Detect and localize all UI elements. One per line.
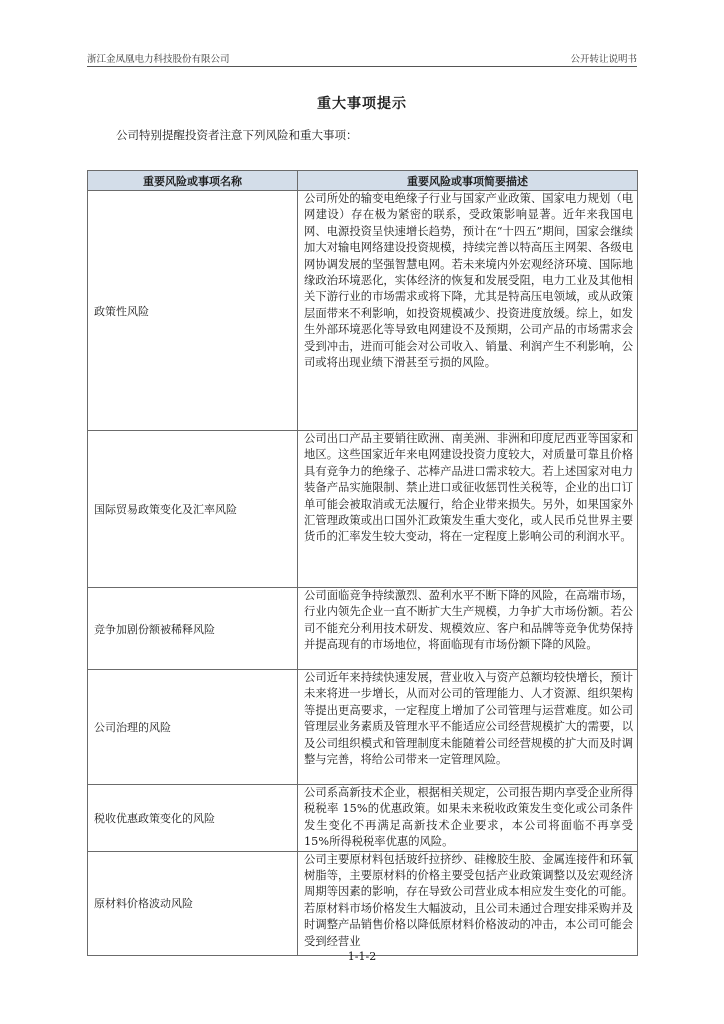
risk-description: 公司所处的输变电绝缘子行业与国家产业政策、国家电力规划（电网建设）存在极为紧密的联系，受政策影响显著。近年来我国电网、电源投资呈快速增长趋势，预计在“十四五”期间，国家会继续加大对输电网络建设投资规模，持续完善以特高压主网架、各级电网协调发展的坚强智慧电网。若未来境内外宏观经济环境、国际地缘政治环境恶化，实体经济的恢复和发展受阻，电力工业及其他相关下游行业的市场需求或将下降，尤其是特高压电领域，或从政策层面带来不利影响，如投资规模减少、投资进度放缓。综上，如发生外部环境恶化等导致电网建设不及预期，公司产品的市场需求会受到冲击，进而可能会对公司收入、销量、利润产生不利影响，公司或将出现业绩下滑甚至亏损的风险。 xyxy=(298,191,638,431)
table-row xyxy=(88,670,638,785)
table-row xyxy=(88,191,638,431)
table-header-row xyxy=(88,171,638,191)
risk-description: 公司出口产品主要销往欧洲、南美洲、非洲和印度尼西亚等国家和地区。这些国家近年来电网建设投资力度较大，对质量可靠且价格具有竞争力的绝缘子、芯棒产品进口需求较大。若上述国家对电力装备产品实施限制、禁止进口或征收惩罚性关税等，企业的出口订单可能会被取消或无法履行，给企业带来损失。另外，如果国家外汇管理政策或出口国外汇政策发生重大变化，或人民币兑世界主要货币的汇率发生较大变动，将在一定程度上影响公司的利润水平。 xyxy=(298,431,638,588)
page-header xyxy=(87,51,637,65)
risk-name: 政策性风险 xyxy=(88,191,298,431)
column-header-desc: 重要风险或事项简要描述 xyxy=(298,171,638,191)
intro-text: 公司特别提醒投资者注意下列风险和重大事项： xyxy=(116,128,358,142)
page-title: 重大事项提示 xyxy=(317,96,407,112)
header-company: 浙江金凤凰电力科技股份有限公司 xyxy=(87,54,230,65)
risk-description: 公司面临竞争持续激烈、盈利水平不断下降的风险，在高端市场，行业内领先企业一直不断扩大生产规模，力争扩大市场份额。若公司不能充分利用技术研发、规模效应、客户和品牌等竞争优势保持并提高现有的市场地位，将面临现有市场份额下降的风险。 xyxy=(298,588,638,670)
header-divider xyxy=(87,66,637,67)
risk-name: 税收优惠政策变化的风险 xyxy=(88,785,298,852)
risk-description: 公司主要原材料包括玻纤拉挤纱、硅橡胶生胶、金属连接件和环氧树脂等，主要原材料的价格主要受包括产业政策调整以及宏观经济周期等因素的影响，存在导致公司营业成本相应发生变化的可能。若原材料市场价格发生大幅波动，且公司未通过合理安排采购并及时调整产品销售价格以降低原材料价格波动的冲击，本公司可能会受到经营业 xyxy=(298,851,638,955)
table-row xyxy=(88,851,638,955)
header-doc-type: 公开转让说明书 xyxy=(570,54,637,65)
risk-name: 公司治理的风险 xyxy=(88,670,298,785)
risk-table xyxy=(87,170,638,956)
risk-name: 国际贸易政策变化及汇率风险 xyxy=(88,431,298,588)
table-row xyxy=(88,431,638,588)
risk-description: 公司系高新技术企业，根据相关规定，公司报告期内享受企业所得税税率 15%的优惠政策。如果未来税收政策发生变化或公司条件发生变化不再满足高新技术企业要求，本公司将面临不再享受 15%所得税税率优惠的风险。 xyxy=(298,785,638,852)
risk-name: 原材料价格波动风险 xyxy=(88,851,298,955)
table-row xyxy=(88,588,638,670)
column-header-name: 重要风险或事项名称 xyxy=(88,171,298,191)
page-number: 1-1-2 xyxy=(347,950,377,963)
risk-description: 公司近年来持续快速发展，营业收入与资产总额均较快增长，预计未来将进一步增长，从而对公司的管理能力、人才资源、组织架构等提出更高要求，一定程度上增加了公司管理与运营难度。如公司管理层业务素质及管理水平不能适应公司经营规模扩大的需要，以及公司组织模式和管理制度未能随着公司经营规模的扩大而及时调整与完善，将给公司带来一定管理风险。 xyxy=(298,670,638,785)
risk-name: 竞争加剧份额被稀释风险 xyxy=(88,588,298,670)
table-row xyxy=(88,785,638,852)
